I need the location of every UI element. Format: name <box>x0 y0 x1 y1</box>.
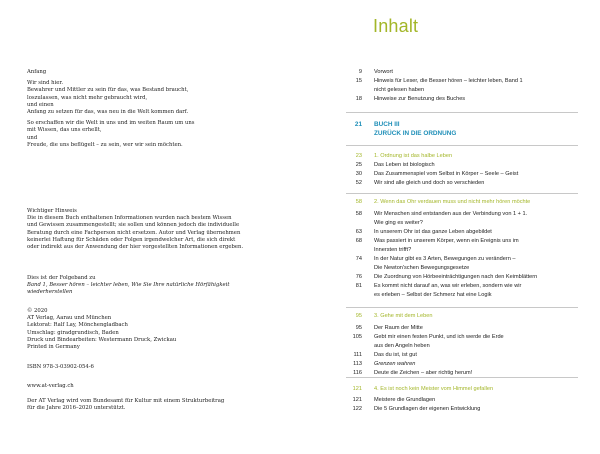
toc-section-heading[interactable] <box>300 199 600 206</box>
toc-entry-title: Hinweis für Leser, die Besser hören – leichter leben, Band 1 <box>374 78 523 84</box>
toc-row[interactable] <box>300 229 600 236</box>
toc-entry-title: Die 5 Grundlagen der eigenen Entwicklung <box>374 406 481 412</box>
imprint-line: © 2020 <box>27 308 48 314</box>
toc-row[interactable] <box>300 96 600 103</box>
toc-entry-title: 1. Ordnung ist das halbe Leben <box>374 153 453 159</box>
intro-line: loszulassen, was nicht mehr gebraucht wird, <box>27 94 148 101</box>
toc-page-number: 76 <box>355 274 362 280</box>
toc-row[interactable] <box>300 274 600 281</box>
toc-page-number: 63 <box>355 229 362 235</box>
toc-row[interactable] <box>300 247 600 254</box>
toc-section-heading[interactable] <box>300 313 600 320</box>
toc-page-number: 95 <box>355 313 362 319</box>
toc-page-number: 15 <box>355 78 362 84</box>
toc-entry-title: aus den Angeln heben <box>374 343 430 349</box>
series-note <box>27 275 297 297</box>
toc-entry-title: Wie ging es weiter? <box>374 220 423 226</box>
divider <box>346 145 578 146</box>
toc-row[interactable] <box>300 220 600 227</box>
toc-page-number: 111 <box>353 352 362 358</box>
toc-entry-title: Das du ist, ist gut <box>374 352 417 358</box>
toc-row[interactable] <box>300 325 600 332</box>
notice-line: Die in diesem Buch enthaltenen Informationen wurden nach bestem Wissen <box>27 215 232 222</box>
toc-entry-title: 2. Wenn das Ohr verdauen muss und nicht mehr hören möchte <box>374 199 531 205</box>
toc-entry-title: Die Zuordnung von Hörbeeinträchtigungen nach den Keimblättern <box>374 274 538 280</box>
intro-line: Freude, die uns beflügelt – zu sein, wer wir sein möchten. <box>27 141 183 148</box>
intro-line: Bewahrer und Mittler zu sein für das, was Bestand braucht, <box>27 87 189 94</box>
toc-entry-title: Es kommt nicht darauf an, was wir erleben, sondern wie wir <box>374 283 522 289</box>
toc-entry-title: Der Raum der Mitte <box>374 325 423 331</box>
toc-entry-title: Vorwort <box>374 69 393 75</box>
toc-entry-title: Das Zusammenspiel vom Selbst in Körper – Seele – Geist <box>374 171 519 177</box>
toc-entry-title: Das Leben ist biologisch <box>374 162 435 168</box>
toc-entry-title: ZURÜCK IN DIE ORDNUNG <box>374 130 457 137</box>
intro-line: und einen <box>27 101 54 108</box>
series-line: Band 1, Besser hören – leichter leben, Wie Sie Ihre natürliche Hörfähigkeit <box>27 282 230 289</box>
divider <box>346 112 578 113</box>
toc-entry-title: 3. Gehe mit dem Leben <box>374 313 433 319</box>
toc-entry-title: BUCH III <box>374 121 400 128</box>
intro-line: mit Wissen, das uns erhellt, <box>27 127 102 134</box>
toc-entry-title: In unserem Ohr ist das ganze Leben abgebildet <box>374 229 492 235</box>
toc-page-number: 121 <box>352 397 362 403</box>
toc-row[interactable] <box>300 78 600 85</box>
imprint-line: Lektorat: Ralf Lay, Mönchengladbach <box>27 322 128 329</box>
toc-title: Inhalt <box>373 16 419 36</box>
toc-page-number: 23 <box>355 153 362 159</box>
intro-heading: Anfang <box>27 69 47 75</box>
divider <box>346 307 578 308</box>
intro-line: So erschaffen wir die Welt in uns und im weiten Raum um uns <box>27 120 195 127</box>
toc-entry-title: es erleben – Selbst der Schmerz hat eine Logik <box>374 292 492 298</box>
important-notice <box>27 208 297 251</box>
toc-page-number: 21 <box>354 121 362 128</box>
toc-page-number: 52 <box>355 180 362 186</box>
toc-section-heading[interactable] <box>300 153 600 160</box>
notice-line: und Gewissen zusammengestellt; sie sollen und können jedoch die individuelle <box>27 222 240 229</box>
toc-row[interactable] <box>300 69 600 76</box>
imprint-line: Druck und Bindearbeiten: Westermann Druck, Zwickau <box>27 336 177 343</box>
notice-line: Beratung durch eine Fachperson nicht ersetzen. Autor und Verlag übernehmen <box>27 229 241 236</box>
toc-entry-title: In der Natur gibt es 3 Arten, Bewegungen zu verändern – <box>374 256 516 262</box>
toc-entry-title: Was passiert in unserem Körper, wenn ein Ereignis uns im <box>374 238 519 244</box>
toc-row[interactable] <box>300 162 600 169</box>
series-line: wiederherstellen <box>27 289 73 296</box>
toc-page-number: 18 <box>355 96 362 102</box>
toc-page-number: 122 <box>352 406 362 412</box>
intro-line: Wir sind hier. <box>27 80 64 87</box>
toc-entry-title: Innersten trifft? <box>374 247 412 253</box>
toc-row[interactable] <box>300 370 600 377</box>
publisher-url: www.at-verlag.ch <box>27 383 74 389</box>
funding-line: Der AT Verlag wird vom Bundesamt für Kultur mit einem Strukturbeitrag <box>27 398 225 404</box>
toc-page-number: 121 <box>352 386 362 392</box>
toc-row[interactable] <box>300 352 600 359</box>
funding-line: für die Jahre 2016–2020 unterstützt. <box>27 405 126 412</box>
toc-row[interactable] <box>300 406 600 413</box>
funding-note <box>27 398 297 412</box>
toc-book-heading[interactable] <box>300 121 600 128</box>
intro-poem <box>27 69 297 149</box>
toc-page-number: 30 <box>355 171 362 177</box>
toc-entry-title: Meistere die Grundlagen <box>374 397 436 403</box>
toc-entry-title: Grenzen wahren <box>374 361 416 367</box>
toc-row[interactable] <box>300 343 600 350</box>
toc-row[interactable] <box>300 334 600 341</box>
toc-row[interactable] <box>300 283 600 290</box>
notice-heading: Wichtiger Hinweis <box>27 208 77 214</box>
isbn: ISBN 978-3-03902-054-6 <box>27 364 94 370</box>
toc-row[interactable] <box>300 238 600 245</box>
toc-entry-title: Hinweise zur Benutzung des Buches <box>374 96 466 102</box>
toc-entry-title: 4. Es ist noch kein Meister vom Himmel gefallen <box>374 386 494 392</box>
toc-entry-title: Wir sind alle gleich und doch so verschieden <box>374 180 485 186</box>
toc-row[interactable] <box>300 87 600 94</box>
toc-page-number: 95 <box>355 325 362 331</box>
toc-page-number: 105 <box>352 334 362 340</box>
toc-book-subtitle[interactable] <box>300 130 600 137</box>
toc-page-number: 74 <box>355 256 362 262</box>
toc-page-number: 58 <box>355 211 362 217</box>
intro-line: Anfang zu setzen für das, was neu in die Welt kommen darf. <box>27 109 189 116</box>
toc-entry-title: Die Newton'schen Bewegungsgesetze <box>374 265 470 271</box>
intro-line: und <box>27 134 38 141</box>
imprint-line: AT Verlag, Aarau und München <box>27 315 112 322</box>
toc-page-number: 81 <box>355 283 362 289</box>
toc-row[interactable] <box>300 292 600 299</box>
toc-row[interactable] <box>300 171 600 178</box>
toc-section-heading[interactable] <box>300 386 600 393</box>
imprint-line: Umschlag: giradgrundisch, Baden <box>27 329 119 336</box>
imprint <box>27 308 297 351</box>
divider <box>346 377 578 378</box>
toc-page-number: 9 <box>358 69 362 75</box>
toc-entry-title: Gebt mir einen festen Punkt, und ich werde die Erde <box>374 334 504 340</box>
toc-row[interactable] <box>300 180 600 187</box>
series-line: Dies ist der Folgeband zu <box>27 275 96 281</box>
notice-line: keinerlei Haftung für Schäden oder Folgen irgendwelcher Art, die sich direkt <box>27 236 236 243</box>
toc-page-number: 68 <box>355 238 362 244</box>
toc-row[interactable] <box>300 265 600 272</box>
toc-entry-title: nicht gelesen haben <box>374 87 425 93</box>
toc-row[interactable] <box>300 361 600 368</box>
toc-page-number: 25 <box>355 162 362 168</box>
notice-line: oder indirekt aus der Anwendung der hier vorgestellten Informationen ergeben. <box>27 244 244 251</box>
toc-row[interactable] <box>300 211 600 218</box>
imprint-line: Printed in Germany <box>27 344 80 351</box>
toc-entry-title: Wir Menschen sind entstanden aus der Verbindung von 1 + 1. <box>374 211 528 217</box>
toc-entry-title: Deute die Zeichen – aber richtig herum! <box>374 370 473 376</box>
toc-row[interactable] <box>300 397 600 404</box>
toc-page-number: 116 <box>353 370 362 376</box>
toc-page-number: 113 <box>353 361 362 367</box>
toc-page-number: 58 <box>355 199 362 205</box>
toc-row[interactable] <box>300 256 600 263</box>
divider <box>346 193 578 194</box>
